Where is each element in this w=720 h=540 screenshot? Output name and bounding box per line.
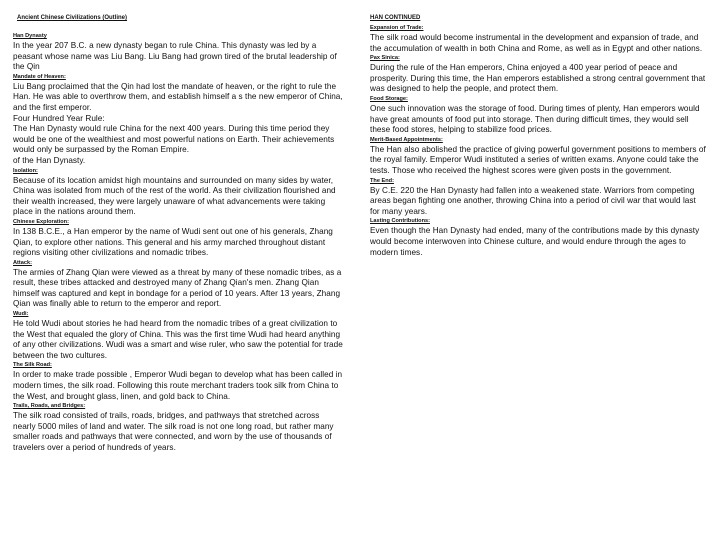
continued-title: HAN CONTINUED (370, 15, 421, 21)
section-heading: Chinese Exploration: (13, 218, 69, 225)
section-heading: Wudi: (13, 311, 29, 318)
section-paragraph: Four Hundred Year Rule: (13, 113, 105, 123)
section-paragraph: The Han Dynasty would rule China for the next 400 years. During this time period they would be one of the wealthiest and most powerful nations on Earth. Their achievements would only be surpassed by the Roman Empire. (13, 124, 335, 155)
section-paragraph: Because of its location amidst high mountains and surrounded on many sides by water, China was isolated from much of the rest of the world. As their civilization flourished and their wealth increased, they were largely unaware of what advancements were taking place in the nations around them. (13, 175, 336, 217)
section-paragraph: Liu Bang proclaimed that the Qin had lost the mandate of heaven, or the right to rule the Han. He was able to overthrow them, and establish himself a s the new emperor of China, and the first emperor. (13, 81, 343, 112)
section-heading: Han Dynasty (13, 33, 47, 39)
section-heading: Attack: (13, 259, 32, 266)
page-title: Ancient Chinese Civilizations (Outline) (17, 15, 128, 21)
section-paragraph: Even though the Han Dynasty had ended, many of the contributions made by this dynasty would become interwoven into Chinese culture, and would endure through the ages to modern times. (370, 226, 700, 257)
section-paragraph: The silk road consisted of trails, roads, bridges, and pathways that stretched across nearly 5000 miles of land and water. The silk road is not one long road, but rather many smaller roads and pathways that were connected, and worn by the use of thousands of travelers over a period of hundreds of years. (13, 411, 334, 452)
section-paragraph: He told Wudi about stories he had heard from the nomadic tribes of a great civilization to the West that equaled the glory of China. This was the first time Wudi had heard anything of any other civilizations. Wudi was a smart and wise ruler, who saw the potential for trade between the two cultures. (13, 319, 343, 360)
section-heading: Pax Sinica: (370, 55, 400, 62)
section-paragraph: The silk road would become instrumental in the development and expansion of trade, and the accumulation of wealth in both China and Rome, as well as in Egypt and other nations. (370, 33, 703, 53)
section-heading: Merit-Based Appointments: (370, 136, 443, 143)
section-paragraph: By C.E. 220 the Han Dynasty had fallen into a weakened state. Warriors from competing areas began fighting one another, throwing China into a period of civil war that would last for many years. (370, 185, 696, 216)
section-paragraph: of the Han Dynasty. (13, 155, 86, 165)
section-paragraph: The Han also abolished the practice of giving powerful government positions to members of the royal family. Emperor Wudi instituted a series of written exams. Anyone could take the tests. Those who received the highest scores were given posts in the government. (370, 144, 706, 175)
section-paragraph: The armies of Zhang Qian were viewed as a threat by many of these nomadic tribes, as a result, these tribes attacked and destroyed many of Zhang Qian's men. Zhang Qian himself was captured and kept in bondage for a period of 10 years. After 13 years, Zhang Qian was finally able to return to the emperor and report. (13, 267, 342, 309)
section-paragraph: In the year 207 B.C. a new dynasty began to rule China. This dynasty was led by a peasant whose name was Liu Bang. Liu Bang had grown tired of the brutal leadership of the Qin (13, 41, 337, 72)
right-column (370, 14, 706, 258)
section-heading: Isolation: (13, 167, 38, 174)
left-column (13, 14, 343, 454)
section-heading: Mandate of Heaven: (13, 73, 66, 80)
section-heading: Lasting Contributions: (370, 218, 430, 225)
section-heading: The Silk Road: (13, 362, 52, 369)
section-paragraph: One such innovation was the storage of food. During times of plenty, Han emperors would have great amounts of food put into storage. Then during difficult times, they would sell these food stores, helping to stabilize food prices. (370, 103, 700, 135)
section-paragraph: In 138 B.C.E., a Han emperor by the name of Wudi sent out one of his generals, Zhang Qian, to explore other nations. This general and his army marched throughout distant regions visiting other civilizations and nomadic tribes. (13, 226, 333, 258)
section-heading: Expansion of Trade: (370, 25, 424, 31)
section-heading: The End: (370, 177, 394, 184)
section-paragraph: During the rule of the Han emperors, China enjoyed a 400 year period of peace and prosperity. During this time, the Han emperors established a strong central government that was designed to help the people, and protect them. (370, 63, 706, 94)
section-heading: Food Storage: (370, 95, 408, 102)
section-heading: Trails, Roads, and Bridges: (13, 403, 86, 410)
section-paragraph: In order to make trade possible , Emperor Wudi began to develop what has been called in modern times, the silk road. Following this route merchant traders took silk from China to the West, and brought glass, linen, and gold back to China. (13, 370, 343, 401)
